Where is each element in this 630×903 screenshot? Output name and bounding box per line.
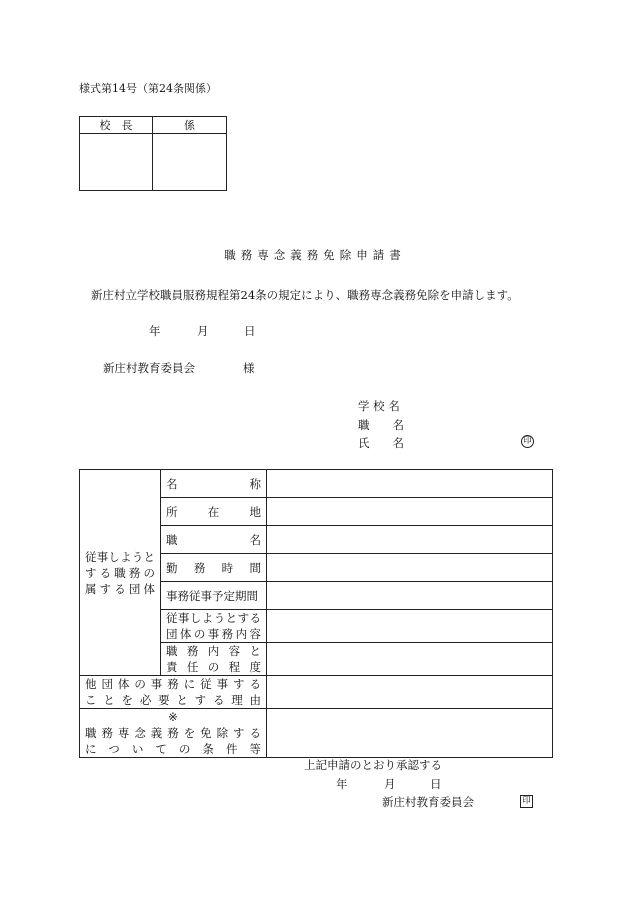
- approver-stamp-box: [79, 116, 227, 191]
- table-row: [80, 709, 553, 758]
- row-label: [161, 554, 267, 582]
- row-label: [161, 470, 267, 498]
- table-row: [80, 676, 553, 709]
- row-label: [161, 526, 267, 554]
- addressee-honorific: 様: [243, 361, 255, 375]
- principal-header: 校 長: [80, 117, 153, 134]
- group-header-line: 属する団体: [85, 581, 155, 596]
- staff-stamp-cell[interactable]: [153, 134, 227, 191]
- row-label-line: 団体の事務内容: [166, 627, 261, 641]
- row-label: [161, 582, 267, 610]
- row-label-line: 職名: [166, 532, 261, 547]
- name-label: 氏 名: [358, 436, 404, 450]
- authority-seal-icon: 印: [520, 795, 533, 808]
- row-label-line: 職務内容と: [166, 644, 261, 658]
- reason-label-line: 他団体の事務に従事する: [85, 677, 261, 691]
- application-statement: 新庄村立学校職員服務規程第24条の規定により、職務専念義務免除を申請します。: [91, 288, 519, 302]
- addressee-name: 新庄村教育委員会: [103, 361, 195, 375]
- date-month: 月: [197, 324, 209, 338]
- date-day: 日: [244, 324, 256, 338]
- conditions-field[interactable]: [267, 709, 553, 758]
- school-name-label: 学 校 名: [358, 399, 400, 413]
- conditions-label: [80, 709, 267, 758]
- position-label: 職 名: [358, 418, 404, 432]
- row-value-field[interactable]: [267, 498, 553, 526]
- row-value-field[interactable]: [267, 554, 553, 582]
- approval-authority: 新庄村教育委員会: [382, 795, 474, 809]
- reason-label-line: ことを必要とする理由: [85, 693, 261, 707]
- conditions-label-line: 職務専念義務を免除する: [85, 726, 261, 740]
- reason-label: [80, 676, 267, 709]
- row-value-field[interactable]: [267, 582, 553, 610]
- row-label-line: 事務従事予定期間: [166, 588, 258, 603]
- row-label-line: 勤務時間: [166, 560, 261, 575]
- approval-text: 上記申請のとおり承認する: [304, 758, 442, 772]
- details-table: [79, 469, 553, 758]
- row-value-field[interactable]: [267, 643, 553, 676]
- reason-field[interactable]: [267, 676, 553, 709]
- form-number-label: 様式第14号（第24条関係）: [79, 82, 217, 95]
- approval-year: 年: [336, 777, 348, 791]
- row-value-field[interactable]: [267, 610, 553, 643]
- staff-header: 係: [153, 117, 227, 134]
- row-label-line: 所在地: [166, 504, 261, 519]
- group-header-line: 従事しようと: [85, 549, 155, 564]
- conditions-mark: ※: [168, 710, 178, 724]
- applicant-seal-icon: 印: [521, 435, 534, 448]
- row-value-field[interactable]: [267, 470, 553, 498]
- row-value-field[interactable]: [267, 526, 553, 554]
- row-label-line: 名称: [166, 476, 261, 491]
- row-label: [161, 643, 267, 676]
- row-label: [161, 610, 267, 643]
- row-label-line: 責任の程度: [166, 660, 261, 674]
- date-year: 年: [149, 324, 161, 338]
- table-row: [80, 470, 553, 498]
- approval-day: 日: [430, 777, 442, 791]
- document-title: 職務専念義務免除申請書: [224, 248, 406, 262]
- row-label: [161, 498, 267, 526]
- group-header-line: する職務の: [85, 565, 155, 580]
- principal-stamp-cell[interactable]: [80, 134, 153, 191]
- organization-group-header: [80, 470, 161, 676]
- conditions-label-line: についての条件等: [85, 742, 261, 756]
- row-label-line: 従事しようとする: [166, 611, 261, 625]
- approval-month: 月: [384, 777, 396, 791]
